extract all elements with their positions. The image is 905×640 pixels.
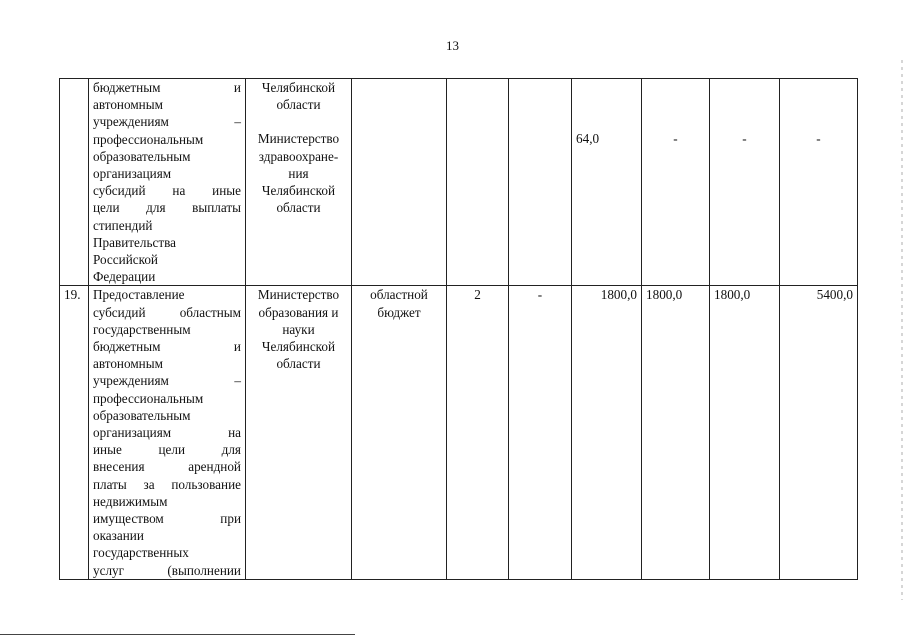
row-number-cell: 19.: [60, 286, 89, 579]
description-line: субсидий на иные: [93, 183, 241, 199]
executor-line: ния: [288, 165, 309, 181]
description-line: учреждениям –: [93, 114, 241, 130]
value-text: -: [816, 131, 821, 146]
description-line: организациям: [93, 166, 172, 182]
description-line: оказании: [93, 528, 144, 544]
description-line: стипендий: [93, 217, 153, 233]
description-line: образовательным: [93, 407, 191, 423]
total-cell: 5400,0: [780, 286, 858, 579]
description-cell: [89, 286, 246, 579]
description-line: профессиональным: [93, 131, 204, 147]
description-line: Правительства: [93, 234, 176, 250]
source-cell: [352, 286, 447, 579]
executor-line: области: [276, 97, 321, 113]
row-number-cell: [60, 79, 89, 286]
executor-cell: [246, 286, 352, 579]
description-line: бюджетным и: [93, 339, 241, 355]
description-line: Федерации: [93, 269, 156, 285]
description-line: автономным: [93, 356, 163, 372]
description-line: услуг (выполнении: [93, 562, 241, 578]
description-line: Предоставление: [93, 287, 185, 303]
description-cell: [89, 79, 246, 286]
source-line: областной: [370, 287, 428, 303]
executor-line: области: [276, 356, 321, 372]
description-line: организациям на: [93, 425, 241, 441]
description-line: учреждениям –: [93, 373, 241, 389]
description-line: профессиональным: [93, 390, 204, 406]
program-table: [59, 78, 858, 580]
executor-cell: [246, 79, 352, 286]
value-cell-5: [780, 79, 858, 286]
indicator-cell: [447, 79, 509, 286]
source-line: бюджет: [377, 304, 421, 320]
description-line: цели для выплаты: [93, 200, 241, 216]
value-text: 64,0: [576, 131, 600, 146]
description-line: бюджетным и: [93, 80, 241, 95]
executor-line: области: [276, 200, 321, 216]
page-number: 13: [446, 38, 459, 53]
table-row: [60, 79, 858, 286]
bottom-rule: [0, 634, 355, 635]
value-text: -: [673, 131, 678, 146]
value-text: -: [742, 131, 747, 146]
description-line: платы за пользование: [93, 476, 241, 492]
description-line: имуществом при: [93, 511, 241, 527]
executor-line: образования и: [258, 304, 339, 320]
description-line: государственных: [93, 545, 189, 561]
value-cell-2: [572, 79, 642, 286]
description-line: образовательным: [93, 148, 191, 164]
source-cell: [352, 79, 447, 286]
executor-line: Челябинской: [261, 339, 336, 355]
description-line: недвижимым: [93, 493, 168, 509]
description-line: государственным: [93, 321, 191, 337]
description-line: иные цели для: [93, 442, 241, 458]
executor-line: Челябинской: [261, 80, 336, 95]
executor-line: Министерство: [257, 287, 340, 303]
scan-edge-artifact: [901, 60, 903, 600]
value-cell-4: [710, 79, 780, 286]
executor-line: здравоохране-: [258, 148, 339, 164]
description-line: автономным: [93, 97, 163, 113]
value-cell-2: 1800,0: [572, 286, 642, 579]
executor-spacer: [250, 113, 347, 130]
description-line: субсидий областным: [93, 304, 241, 320]
value-cell-1: [509, 79, 572, 286]
description-line: внесения арендной: [93, 459, 241, 475]
table-row: [60, 286, 858, 579]
executor-line: науки: [282, 321, 315, 337]
executor-line: Министерство: [257, 131, 340, 147]
executor-line: Челябинской: [261, 183, 336, 199]
value-cell-3: 1800,0: [642, 286, 710, 579]
value-cell-1: -: [509, 286, 572, 579]
description-line: Российской: [93, 252, 158, 268]
indicator-cell: 2: [447, 286, 509, 579]
value-cell-3: [642, 79, 710, 286]
value-cell-4: 1800,0: [710, 286, 780, 579]
